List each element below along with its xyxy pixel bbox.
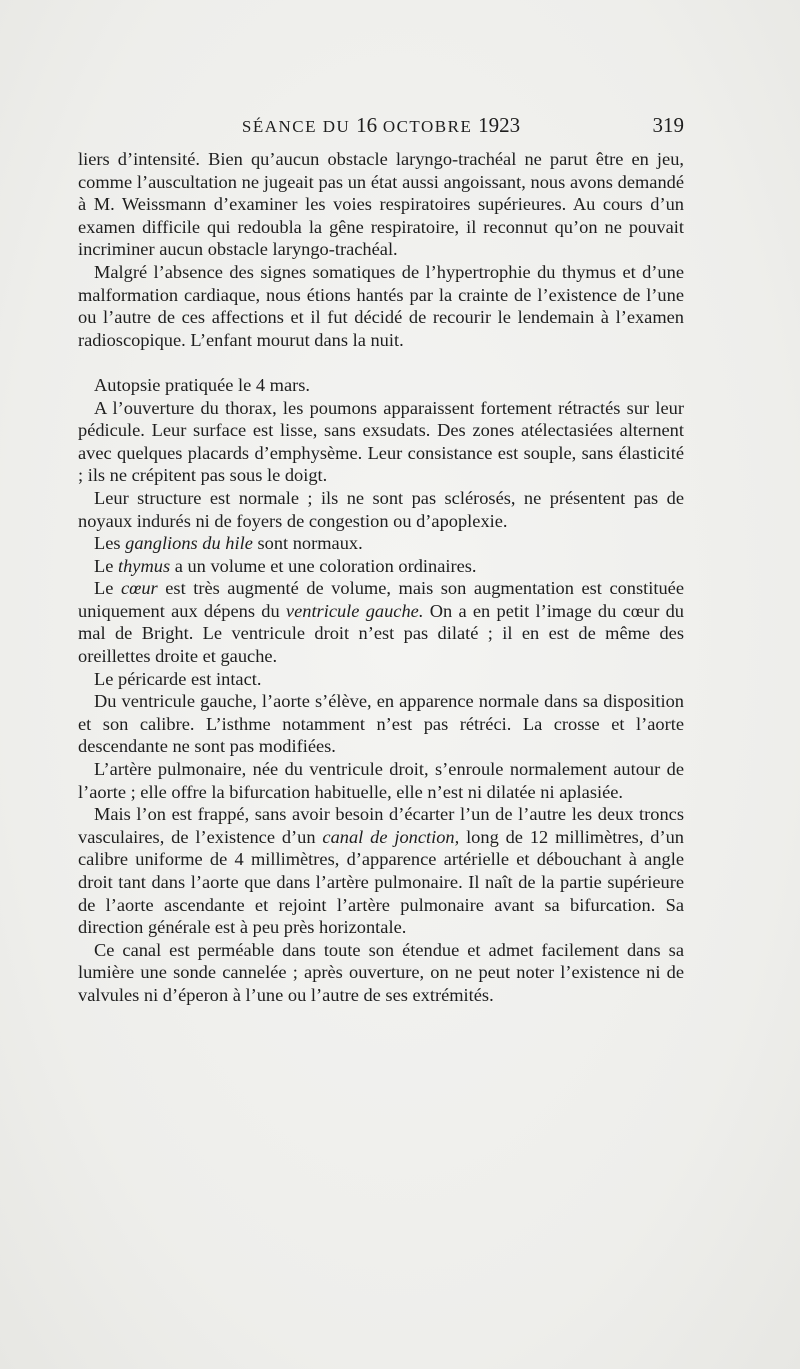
paragraph-lung-structure: Leur structure est normale ; ils ne sont pas sclérosés, ne présentent pas de noyaux indurés ni de foyers de congestion ou d’apoplexie. (78, 487, 684, 531)
paragraph-heart: Le cœur est très augmenté de volume, mais son augmentation est constituée uniquement aux dépens du ventricule gauche. On a en petit l’image du cœur du mal de Bright. Le ventricule droit n’est pas dilaté ; il en est de même des oreillettes droite et gauche. (78, 578, 685, 667)
term-thymus: thymus (118, 555, 171, 576)
paragraph-pulmonary-artery: L’artère pulmonaire, née du ventricule droit, s’enroule normalement autour de l’aorte ; elle offre la bifurcation habituelle, elle n’est ni dilatée ni aplasiée. (78, 759, 684, 802)
term-ganglions: ganglions du hile (125, 533, 253, 554)
paragraph-canal-permeable: Ce canal est perméable dans toute son étendue et admet facilement dans sa lumière une sonde cannelée ; après ouverture, on ne peut noter l’existence ni de valvules ni d’éperon à l’une ou l’autre de ses extrémités. (78, 939, 684, 1005)
running-title (78, 113, 684, 138)
paragraph-aorta: Du ventricule gauche, l’aorte s’élève, en apparence normale dans sa disposition et son calibre. L’isthme notamment n’est pas rétréci. La crosse et l’aorte descendante ne sont pas modifiées. (78, 691, 684, 757)
title-month: OCTOBRE (382, 117, 473, 136)
page-number: 319 (652, 113, 684, 137)
body-text (78, 148, 684, 1007)
paragraph-continuation: liers d’intensité. Bien qu’aucun obstacle laryngo-trachéal ne parut être en jeu, comme l’auscultation ne jugeait pas un état aussi angoissant, nous avons demandé à M. Weissmann d’examiner les voies respiratoires supérieures. Au cours d’un examen difficile qui redoubla la gêne respiratoire, il reconnut qu’on ne pouvait incriminer aucun obstacle laryngo-trachéal. (78, 149, 684, 260)
term-canal-jonction: canal de jonction, (322, 826, 460, 847)
paragraph-thorax: A l’ouverture du thorax, les poumons apparaissent fortement rétractés sur leur pédicule. Leur surface est lisse, sans exsudats. Des zones atélectasiées alternent avec quelques placards d’emphysème. Leur consistance est souple, sans élasticité ; ils ne crépitent pas sous le doigt. (78, 397, 684, 486)
term-ventricule-gauche: ventricule gauche. (285, 600, 424, 621)
paragraph-thymus: Le thymus a un volume et une coloration ordinaires. (94, 555, 477, 576)
paragraph-ganglions: Les ganglions du hile sont normaux. (94, 533, 363, 554)
paragraph-clinical: Malgré l’absence des signes somatiques de l’hypertrophie du thymus et d’une malformation cardiaque, nous étions hantés par la crainte de l’existence de l’une ou l’autre de ces affections et il fut décidé de recourir le lendemain à l’examen radioscopique. L’enfant mourut dans la nuit. (78, 261, 684, 350)
title-year: 1923 (478, 113, 521, 137)
page-header (78, 113, 684, 139)
term-coeur: cœur (120, 578, 158, 599)
paragraph-pericarde: Le péricarde est intact. (94, 668, 262, 689)
title-prefix: SÉANCE DU (241, 117, 351, 136)
paragraph-autopsy-date: Autopsie pratiquée le 4 mars. (94, 374, 311, 395)
paragraph-canal-jonction: Mais l’on est frappé, sans avoir besoin d’écarter l’un de l’autre les deux troncs vasculaires, de l’existence d’un canal de jonction, long de 12 millimètres, d’un calibre uniforme de 4 millimètres, d’apparence artérielle et débouchant à angle droit tant dans l’aorte que dans l’artère pulmonaire. Il naît de la partie supérieure de l’aorte ascendante et rejoint l’artère pulmonaire avant sa bifurcation. Sa direction générale est à peu près horizontale. (78, 804, 684, 938)
title-day: 16 (356, 113, 378, 137)
